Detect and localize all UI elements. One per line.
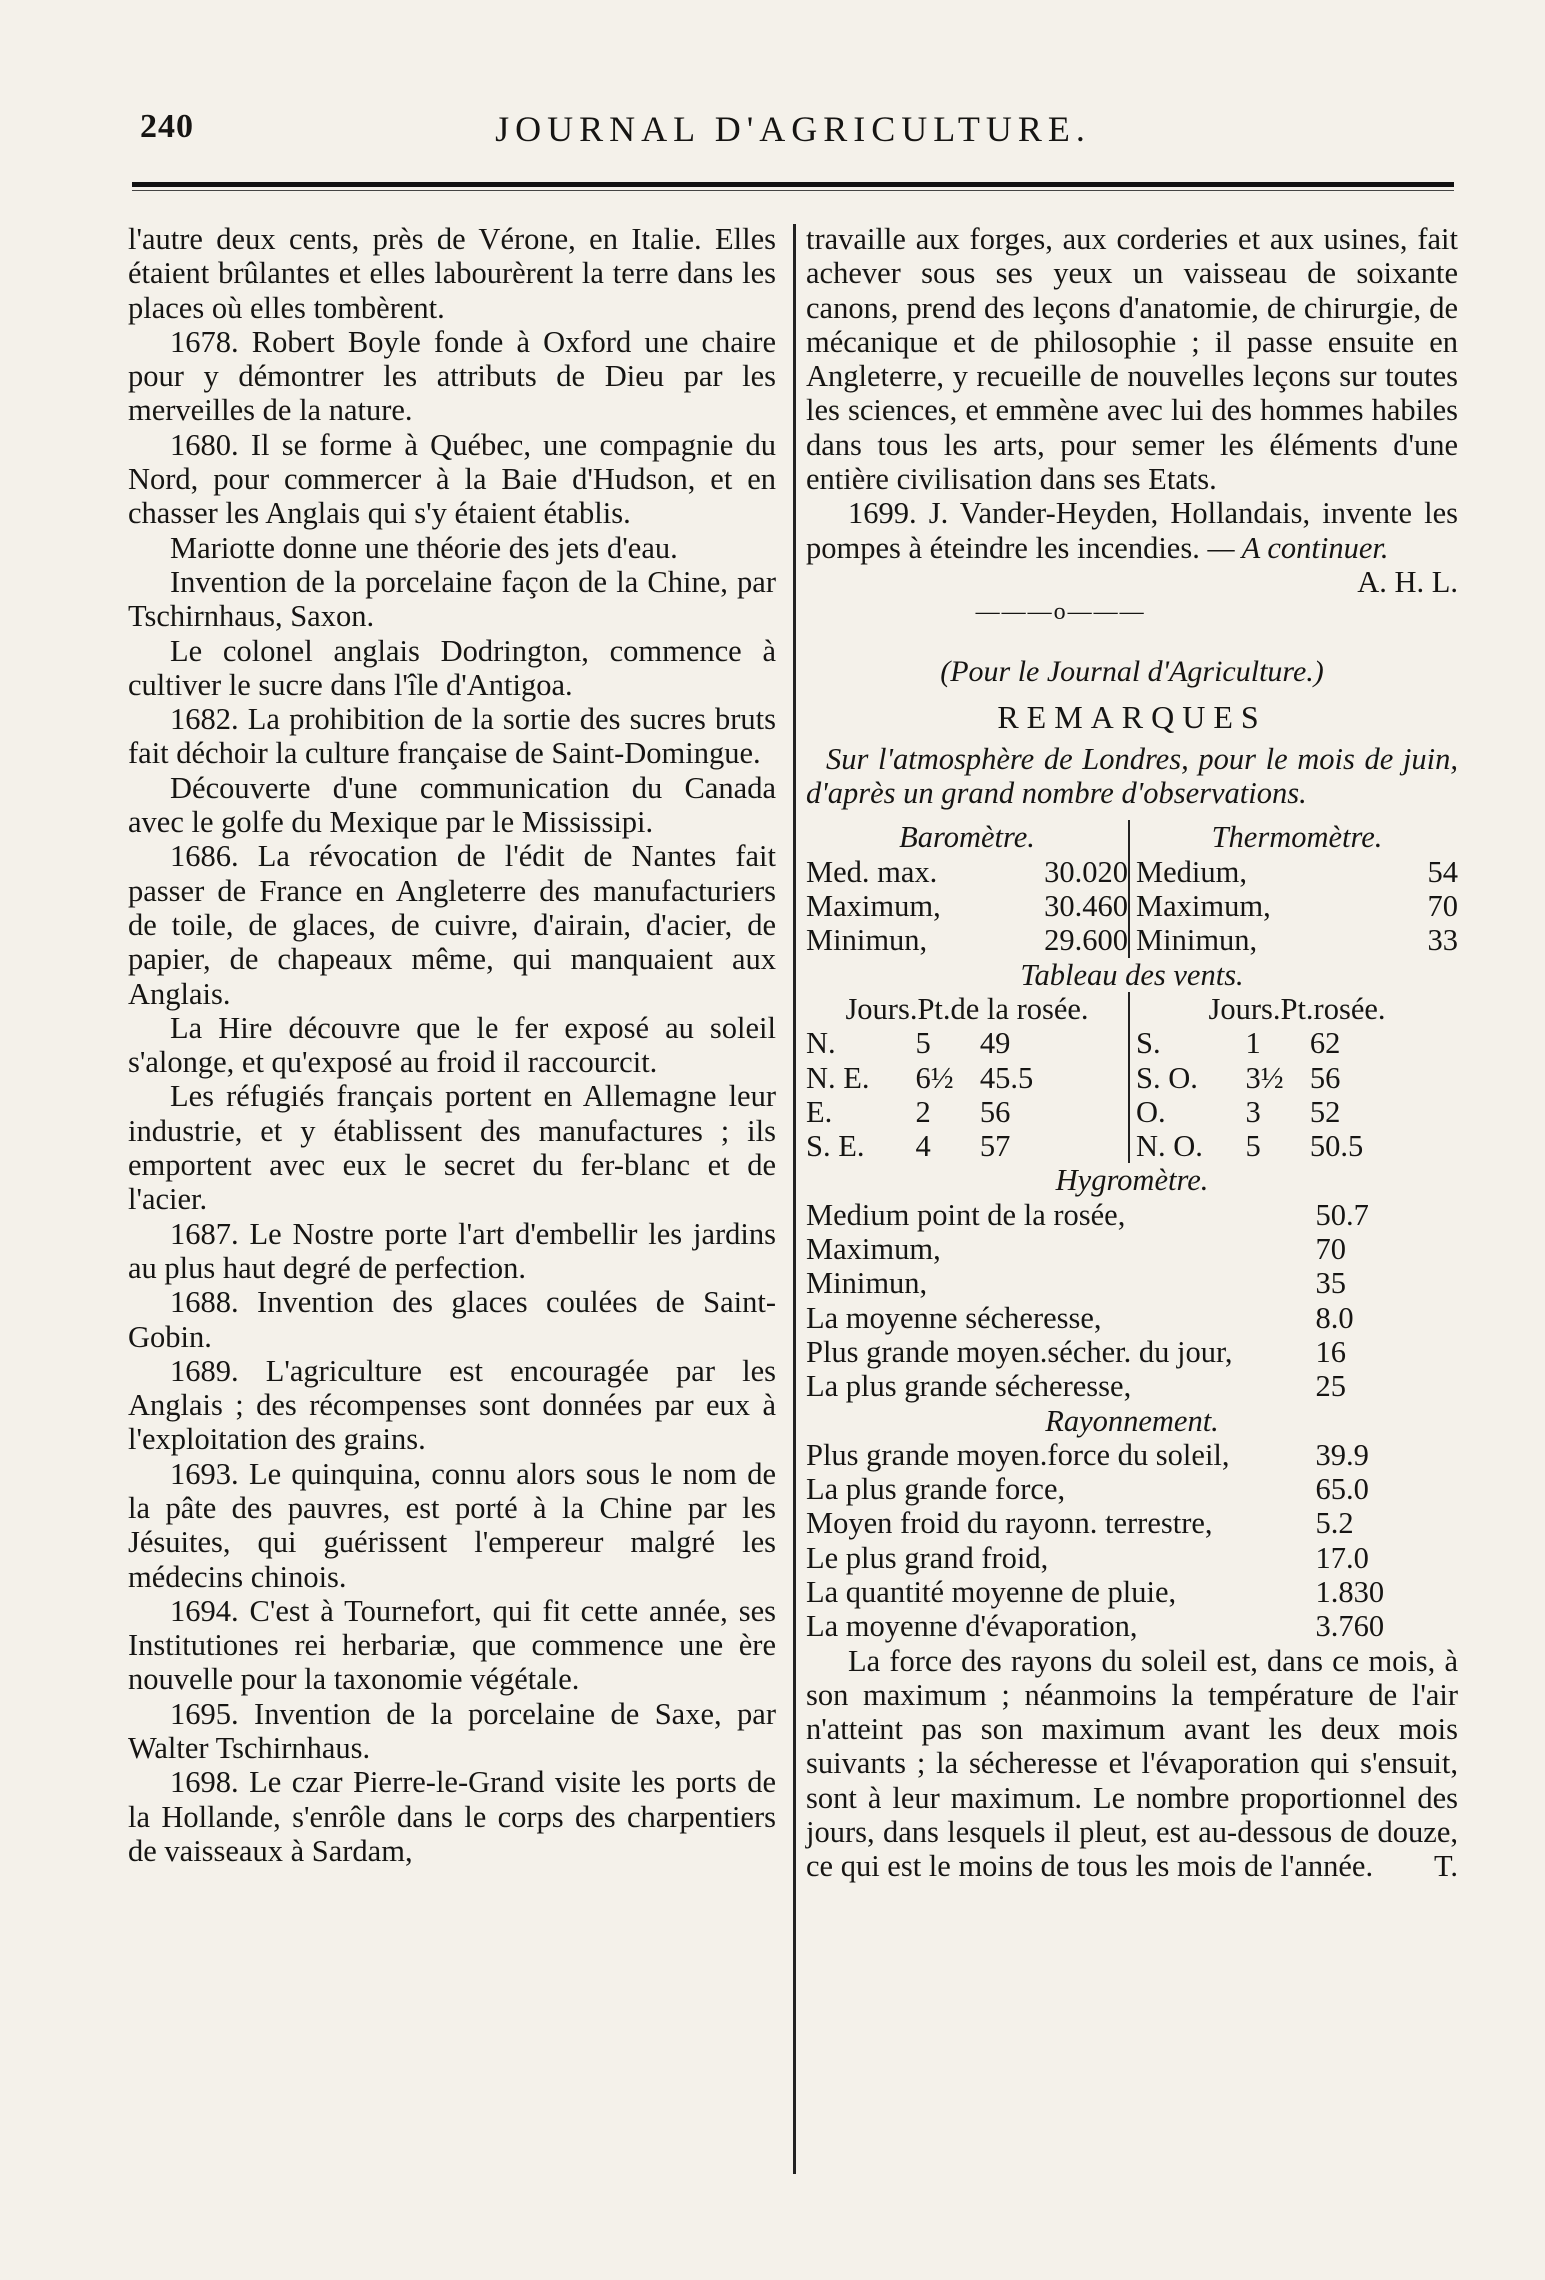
paragraph: 1680. Il se forme à Québec, une compagnie du Nord, pour commercer à la Baie d'Hudson, et en chasser les Anglais qui s'y étaient établis. — [128, 427, 776, 531]
section-heading: REMARQUES — [997, 698, 1267, 735]
table-row — [806, 1541, 1458, 1575]
vents-right-header: Jours.Pt.rosée. — [1208, 991, 1386, 1026]
row-label: Le plus grand froid, — [806, 1540, 1049, 1575]
wind-days: 1 — [1245, 1026, 1261, 1061]
vents-caption: Tableau des vents. — [1020, 957, 1244, 992]
paragraph: 1687. Le Nostre porte l'art d'embellir les jardins au plus haut degré de perfection. — [128, 1216, 776, 1285]
paragraph: 1688. Invention des glaces coulées de Saint-Gobin. — [128, 1285, 776, 1354]
row-label: La moyenne sécheresse, — [806, 1300, 1102, 1335]
row-value: 17.0 — [1315, 1540, 1369, 1575]
wind-direction: S. — [1136, 1026, 1161, 1061]
wind-days: 3 — [1245, 1094, 1261, 1129]
wind-dewpoint: 57 — [979, 1129, 1011, 1164]
wind-days: 3½ — [1245, 1060, 1284, 1095]
header-rule-thin — [132, 190, 1454, 191]
row-label: Maximum, — [1136, 889, 1271, 924]
barometre-block — [806, 820, 1128, 957]
table-row — [806, 889, 1128, 923]
row-label: Minimun, — [1136, 923, 1258, 958]
row-label: Maximum, — [806, 1232, 941, 1267]
row-value: 70 — [1315, 1232, 1346, 1267]
table-row — [1136, 1129, 1458, 1163]
thermometre-block — [1128, 820, 1458, 957]
wind-direction: E. — [806, 1094, 833, 1129]
table-row — [806, 1506, 1458, 1540]
row-value: 16 — [1315, 1334, 1346, 1369]
row-value: 33 — [1427, 923, 1458, 958]
vents-right — [1128, 992, 1458, 1163]
right-column — [806, 222, 1458, 1884]
row-label: Medium point de la rosée, — [806, 1197, 1126, 1232]
wind-dewpoint: 52 — [1309, 1094, 1341, 1129]
paragraph: 1698. Le czar Pierre-le-Grand visite les ports de la Hollande, s'enrôle dans le corps des charpentiers de vaisseaux à Sardam, — [128, 1765, 776, 1868]
credit-line: (Pour le Journal d'Agriculture.) — [940, 655, 1324, 689]
wind-days: 6½ — [915, 1060, 954, 1095]
row-label: La plus grande force, — [806, 1472, 1066, 1507]
author-initials: A. H. L. — [1357, 564, 1458, 599]
table-row — [1136, 1095, 1458, 1129]
table-row — [806, 1198, 1458, 1232]
table-row — [806, 855, 1128, 889]
left-column — [128, 222, 776, 1868]
row-label: La moyenne d'évaporation, — [806, 1609, 1138, 1644]
paragraph: Invention de la porcelaine façon de la Chine, par Tschirnhaus, Saxon. — [128, 564, 776, 634]
table-row — [1136, 889, 1458, 923]
wind-direction: S. E. — [806, 1129, 865, 1164]
wind-direction: N. O. — [1136, 1129, 1203, 1164]
vents-left-header: Jours.Pt.de la rosée. — [845, 991, 1089, 1026]
wind-direction: O. — [1136, 1094, 1166, 1129]
paragraph-1699 — [806, 496, 1458, 599]
page-number: 240 — [140, 108, 194, 145]
row-value: 30.020 — [1044, 854, 1128, 889]
table-row — [806, 1266, 1458, 1300]
row-value: 29.600 — [1044, 923, 1128, 958]
table-row — [806, 1232, 1458, 1266]
wind-dewpoint: 62 — [1309, 1026, 1341, 1061]
row-value: 1.830 — [1315, 1574, 1385, 1609]
vents-left — [806, 992, 1128, 1163]
row-label: Maximum, — [806, 889, 941, 924]
paragraph: l'autre deux cents, près de Vérone, en Italie. Elles étaient brûlantes et elles labourèrent la terre dans les places où elles tombèrent. — [128, 222, 776, 325]
table-row — [806, 1301, 1458, 1335]
row-value: 3.760 — [1315, 1609, 1385, 1644]
row-value: 50.7 — [1315, 1197, 1369, 1232]
table-row — [806, 1472, 1458, 1506]
row-label: La plus grande sécheresse, — [806, 1369, 1132, 1404]
wind-dewpoint: 49 — [979, 1026, 1011, 1061]
thermometre-caption: Thermomètre. — [1211, 820, 1383, 855]
paragraph: 1689. L'agriculture est encouragée par les Anglais ; des récompenses sont données par eux à l'exploitation des grains. — [128, 1353, 776, 1457]
row-value: 54 — [1427, 854, 1458, 889]
rayonnement-table — [806, 1438, 1458, 1644]
entry-1699: 1699. J. Vander-Heyden, Hollandais, invente les pompes à éteindre les incendies. — [806, 496, 1458, 565]
paragraph: travaille aux forges, aux corderies et aux usines, fait achever sous ses yeux un vaisseau de soixante canons, prend des leçons d'anatomie, de chirurgie, de mécanique et de philosophie ; il passe ensuite en Angleterre, y recueille de nouvelles leçons sur toutes les sciences, et emmène avec lui des hommes habiles dans tous les arts, pour semer les éléments d'une entière civilisation dans ses Etats. — [806, 222, 1458, 497]
paragraph: 1694. C'est à Tournefort, qui fit cette année, ses Institutiones rei herbariæ, que commence une ère nouvelle pour la taxonomie végétale. — [128, 1593, 776, 1697]
section-ornament: ———o——— — [975, 598, 1146, 625]
table-row — [806, 1095, 1128, 1129]
header-rule — [132, 182, 1454, 187]
table-row — [806, 1438, 1458, 1472]
row-value: 70 — [1427, 889, 1458, 924]
closing-signature: T. — [1434, 1849, 1458, 1884]
wind-direction: N. E. — [806, 1060, 870, 1095]
paragraph: Mariotte donne une théorie des jets d'eau. — [170, 530, 678, 565]
rayonnement-caption: Rayonnement. — [1045, 1403, 1219, 1438]
paragraph: Les réfugiés français portent en Allemagne leur industrie, et y établissent des manufactures ; ils emportent avec eux le secret du fer-blanc et de l'acier. — [128, 1079, 776, 1217]
wind-days: 5 — [1245, 1129, 1261, 1164]
table-row — [806, 1061, 1128, 1095]
table-row — [806, 923, 1128, 957]
closing-text: La force des rayons du soleil est, dans ce mois, à son maximum ; néanmoins la température de l'air n'atteint pas son maximum avant les deux mois suivants ; la sécheresse et l'évaporation qui s'ensuit, sont à leur maximum. Le nombre proportionnel des jours, dans lesquels il pleut, est au-dessous de douze, ce qui est le moins de tous les mois de l'année. — [806, 1643, 1458, 1884]
table-row — [1136, 855, 1458, 889]
paragraph: Découverte d'une communication du Canada avec le golfe du Mexique par le Mississipi. — [128, 770, 776, 840]
row-value: 8.0 — [1315, 1300, 1354, 1335]
row-label: La quantité moyenne de pluie, — [806, 1574, 1177, 1609]
paragraph: 1682. La prohibition de la sortie des sucres bruts fait déchoir la culture française de Saint-Domingue. — [128, 702, 776, 771]
row-value: 35 — [1315, 1266, 1346, 1301]
row-value: 65.0 — [1315, 1472, 1369, 1507]
row-label: Plus grande moyen.force du soleil, — [806, 1437, 1230, 1472]
wind-days: 5 — [915, 1026, 931, 1061]
page-header — [128, 108, 1458, 164]
wind-direction: S. O. — [1136, 1060, 1198, 1095]
barometre-caption: Baromètre. — [899, 820, 1035, 855]
hygrometre-caption: Hygromètre. — [1055, 1163, 1209, 1198]
wind-dewpoint: 45.5 — [979, 1060, 1034, 1095]
table-row — [1136, 1061, 1458, 1095]
table-row — [1136, 1026, 1458, 1060]
row-value: 25 — [1315, 1369, 1346, 1404]
wind-days: 4 — [915, 1129, 931, 1164]
table-row — [1136, 923, 1458, 957]
table-row — [806, 1026, 1128, 1060]
row-label: Plus grande moyen.sécher. du jour, — [806, 1334, 1233, 1369]
row-label: Medium, — [1136, 854, 1247, 889]
closing-paragraph — [806, 1644, 1458, 1884]
paragraph: Le colonel anglais Dodrington, commence à cultiver le sucre dans l'île d'Antigoa. — [128, 633, 776, 702]
table-row — [806, 1129, 1128, 1163]
column-divider — [793, 224, 796, 2174]
paragraph: 1678. Robert Boyle fonde à Oxford une chaire pour y démontrer les attributs de Dieu par les merveilles de la nature. — [128, 324, 776, 428]
running-title: JOURNAL D'AGRICULTURE. — [495, 109, 1091, 149]
table-row — [806, 1609, 1458, 1643]
table-row — [806, 1575, 1458, 1609]
wind-days: 2 — [915, 1094, 931, 1129]
table-row — [806, 1335, 1458, 1369]
row-label: Med. max. — [806, 854, 938, 889]
paragraph: 1686. La révocation de l'édit de Nantes fait passer de France en Angleterre des manufacturiers de toile, de glaces, de cuivre, d'airain, d'acier, de papier, de chapeaux même, qui manquaient aux Anglais. — [128, 839, 776, 1011]
row-label: Moyen froid du rayonn. terrestre, — [806, 1506, 1213, 1541]
row-label: Minimun, — [806, 923, 928, 958]
table-row — [806, 1369, 1458, 1403]
vents-table — [806, 992, 1458, 1163]
row-value: 30.460 — [1044, 889, 1128, 924]
paragraph: La Hire découvre que le fer exposé au soleil s'alonge, et qu'exposé au froid il raccourcit. — [128, 1010, 776, 1080]
paragraph: 1693. Le quinquina, connu alors sous le nom de la pâte des pauvres, est porté à la Chine par les Jésuites, qui guérissent l'empereur malgré les médecins chinois. — [128, 1456, 776, 1594]
wind-dewpoint: 50.5 — [1309, 1129, 1364, 1164]
to-continue: — A continuer. — [1207, 530, 1389, 565]
paragraph: 1695. Invention de la porcelaine de Saxe, par Walter Tschirnhaus. — [128, 1696, 776, 1766]
wind-dewpoint: 56 — [979, 1094, 1011, 1129]
row-label: Minimun, — [806, 1266, 928, 1301]
wind-direction: N. — [806, 1026, 836, 1061]
row-value: 5.2 — [1315, 1506, 1354, 1541]
section-subtitle: Sur l'atmosphère de Londres, pour le mois de juin, d'après un grand nombre d'observations. — [806, 741, 1458, 811]
wind-dewpoint: 56 — [1309, 1060, 1341, 1095]
baro-thermo-table — [806, 820, 1458, 957]
hygrometre-table — [806, 1198, 1458, 1404]
row-value: 39.9 — [1315, 1437, 1369, 1472]
